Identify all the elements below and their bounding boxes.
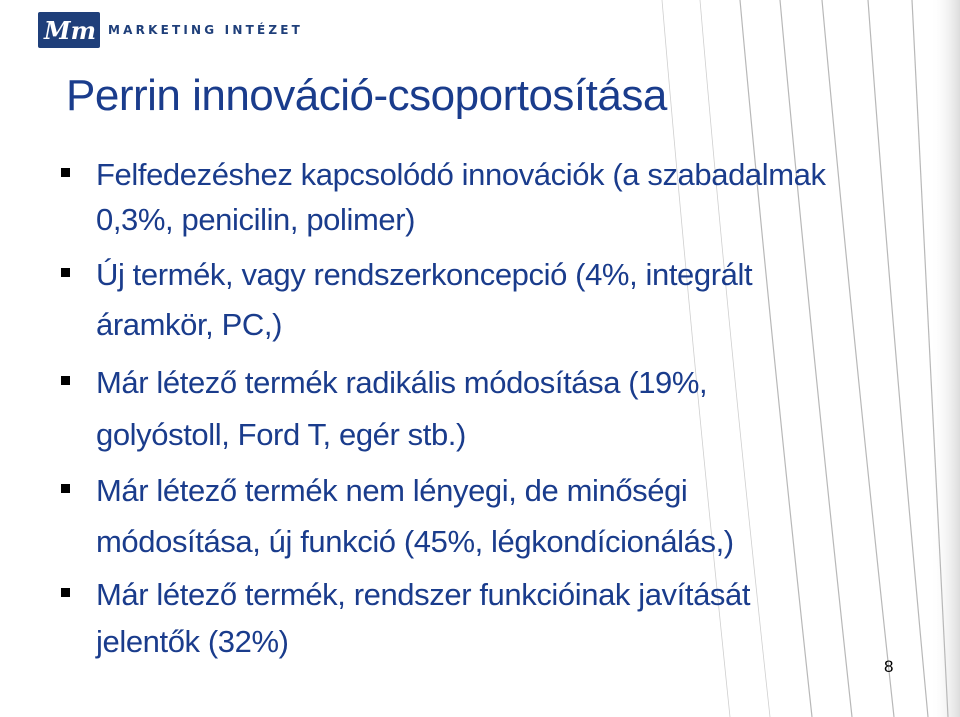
bullet-square-icon [61, 484, 70, 493]
bullet-square-icon [61, 588, 70, 597]
bullet-line: Felfedezéshez kapcsolódó innovációk (a szabadalmak [96, 157, 826, 192]
bullet-square-icon [61, 376, 70, 385]
bullet-line: áramkör, PC,) [96, 307, 283, 342]
logo-monogram-text: Mm [44, 16, 96, 45]
page-number: 8 [884, 657, 894, 676]
page-title: Perrin innováció-csoportosítása [66, 71, 667, 120]
bullet-square-icon [61, 268, 70, 277]
bullet-square-icon [61, 168, 70, 177]
bullet-line: 0,3%, penicilin, polimer) [96, 202, 416, 237]
bullet-line: Már létező termék nem lényegi, de minőségi [96, 473, 688, 508]
bullet-line: golyóstoll, Ford T, egér stb.) [96, 417, 466, 452]
bullet-line: jelentők (32%) [96, 624, 289, 659]
logo [38, 12, 303, 48]
bullet-line: módosítása, új funkció (45%, légkondícionálás,) [96, 524, 734, 559]
bullet-line: Már létező termék, rendszer funkcióinak javítását [96, 577, 751, 612]
logo-text: MARKETING INTÉZET [108, 23, 304, 37]
bullet-line: Már létező termék radikális módosítása (19%, [96, 365, 708, 400]
logo-monogram-icon [38, 12, 100, 48]
bullet-line: Új termék, vagy rendszerkoncepció (4%, integrált [96, 257, 753, 292]
